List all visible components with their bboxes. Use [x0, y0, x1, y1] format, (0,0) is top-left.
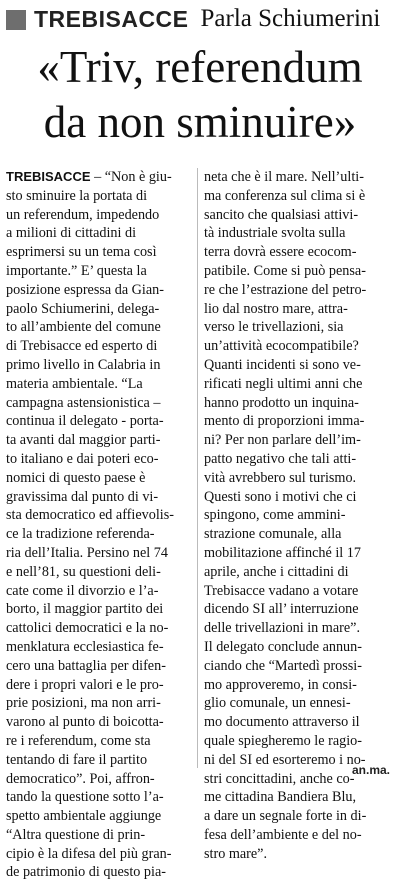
article-line: hanno prodotto un inquina- [204, 394, 359, 411]
article-line: re che l’estrazione del petro- [204, 281, 367, 298]
section-kicker [6, 4, 394, 34]
article-line: varono al punto di boicotta- [6, 714, 164, 731]
article-line: sancito che qualsiasi attivi- [204, 206, 359, 223]
author-signature: an.ma. [351, 763, 390, 777]
article-line: ni del SI ed esorteremo i no- [204, 751, 366, 768]
article-line: Questi sono i motivi che ci [204, 488, 357, 505]
article-line: tando la questione sotto l’a- [6, 789, 164, 806]
article-line: me cittadina Bandiera Blu, [204, 789, 357, 806]
article-line: cero una battaglia per difen- [6, 657, 166, 674]
article-line: importante.” E’ questa la [6, 262, 147, 279]
article-line: sta democratico ed affievolis- [6, 507, 174, 524]
article-line: Quanti incidenti si sono ve- [204, 356, 361, 373]
article-line: stro mare”. [204, 845, 268, 862]
article-line: cipio è la difesa del più gran- [6, 845, 172, 862]
article-line: spetto ambientale aggiunge [6, 808, 162, 825]
article-line: posizione espressa da Gian- [6, 281, 164, 298]
article-line: ni? Per non parlare dell’im- [204, 432, 361, 449]
kicker-square-marker [6, 10, 26, 30]
article-line: continua il delegato - porta- [6, 413, 164, 430]
article-line: sto sminuire la portata di [6, 187, 148, 204]
article-line: to italiano e dai poteri eco- [6, 450, 159, 467]
article-line: un referendum, impedendo [6, 206, 160, 223]
article-line: lio dal nostro mare, attra- [204, 300, 348, 317]
article-line: de patrimonio di questo pia- [6, 864, 166, 881]
article-line: quale spiegheremo le ragio- [204, 732, 362, 749]
article-line: tà industriale svolta sulla [204, 225, 346, 242]
article-line: a dare un segnale forte in di- [204, 808, 367, 825]
article-line: esprimersi su un tema così [6, 244, 157, 261]
article-line: dicendo SI all’ interruzione [204, 601, 359, 618]
article-line: re i referendum, come sta [6, 732, 151, 749]
article-line: Trebisacce vadano a votare [204, 582, 359, 599]
article-line: mento di proporzioni imma- [204, 413, 365, 430]
article-line [6, 168, 192, 187]
article-line: mo approveremo, in consi- [204, 676, 357, 693]
article-line: patto negativo che tali atti- [204, 450, 357, 467]
article-line: strazione comunale, alla [204, 526, 342, 543]
article-line: terra dovrà essere ecocom- [204, 244, 357, 261]
article-line: e nell’81, su questioni deli- [6, 563, 161, 580]
article-line: glio comunale, un ennesi- [204, 695, 351, 712]
article-line: menklatura ecclesiastica fe- [6, 638, 164, 655]
article-line: gravissima dal punto di vi- [6, 488, 159, 505]
headline-line-1: «Triv, referendum [37, 42, 363, 92]
article-line: spingono, come ammini- [204, 507, 346, 524]
article-line: Il delegato conclude annun- [204, 638, 362, 655]
headline-line-2: da non sminuire» [43, 97, 357, 147]
article-line: mobilitazione affinché il 17 [204, 544, 361, 561]
article-line: ma conferenza sul clima si è [204, 187, 366, 204]
article-line: borto, il maggior partito dei [6, 601, 164, 618]
article-line: mo documento attraverso il [204, 714, 360, 731]
article-line: primo livello in Calabria in [6, 356, 161, 373]
article-line: democratico”. Poi, affron- [6, 770, 155, 787]
article-line: ria dell’Italia. Persino nel 74 [6, 544, 168, 561]
article-line: rificati negli ultimi anni che [204, 375, 363, 392]
article-line: fesa dell’ambiente e del no- [204, 826, 362, 843]
article-line: materia ambientale. “La [6, 375, 143, 392]
kicker-place: TREBISACCE [34, 5, 189, 32]
article-line: a milioni di cittadini di [6, 225, 137, 242]
article-line-text: – “Non è giu- [90, 169, 172, 185]
article-line: dere i propri valori e le pro- [6, 676, 164, 693]
article-line: delle trivellazioni in mare”. [204, 620, 360, 637]
article-line: nomici di questo paese è [6, 469, 146, 486]
article-line: patibile. Come si può pensa- [204, 262, 366, 279]
article-line: un’attività ecocompatibile? [204, 338, 359, 355]
article-line: tentando di fare il partito [6, 751, 148, 768]
article-line: prie posizioni, ma non arri- [6, 695, 161, 712]
article-line: neta che è il mare. Nell’ulti- [204, 169, 364, 185]
article-line: cattolici democratici e la no- [6, 620, 169, 637]
article-line: vità avrebbero sul turismo. [204, 469, 357, 486]
article-line: “Altra questione di prin- [6, 826, 146, 843]
article-line: to all’ambiente del comune [6, 319, 161, 336]
article-line: di Trebisacce ed esperto di [6, 338, 158, 355]
article-line: campagna astensionistica – [6, 394, 161, 411]
article-line: stri concittadini, anche co- [204, 770, 355, 787]
article-column-left [6, 168, 198, 881]
article-line: ce la tradizione referenda- [6, 526, 155, 543]
headline [0, 40, 400, 150]
article-line: aprile, anche i cittadini di [204, 563, 349, 580]
article-line: paolo Schiumerini, delega- [6, 300, 160, 317]
article-line: ta avanti dal maggior parti- [6, 432, 161, 449]
dateline: TREBISACCE [6, 169, 91, 184]
article-line: ciando che “Martedì prossi- [204, 657, 362, 674]
article-line: verso le trivellazioni, sia [204, 319, 344, 336]
kicker-subtitle: Parla Schiumerini [200, 5, 381, 32]
article-line: cate come il divorzio e l’a- [6, 582, 159, 599]
